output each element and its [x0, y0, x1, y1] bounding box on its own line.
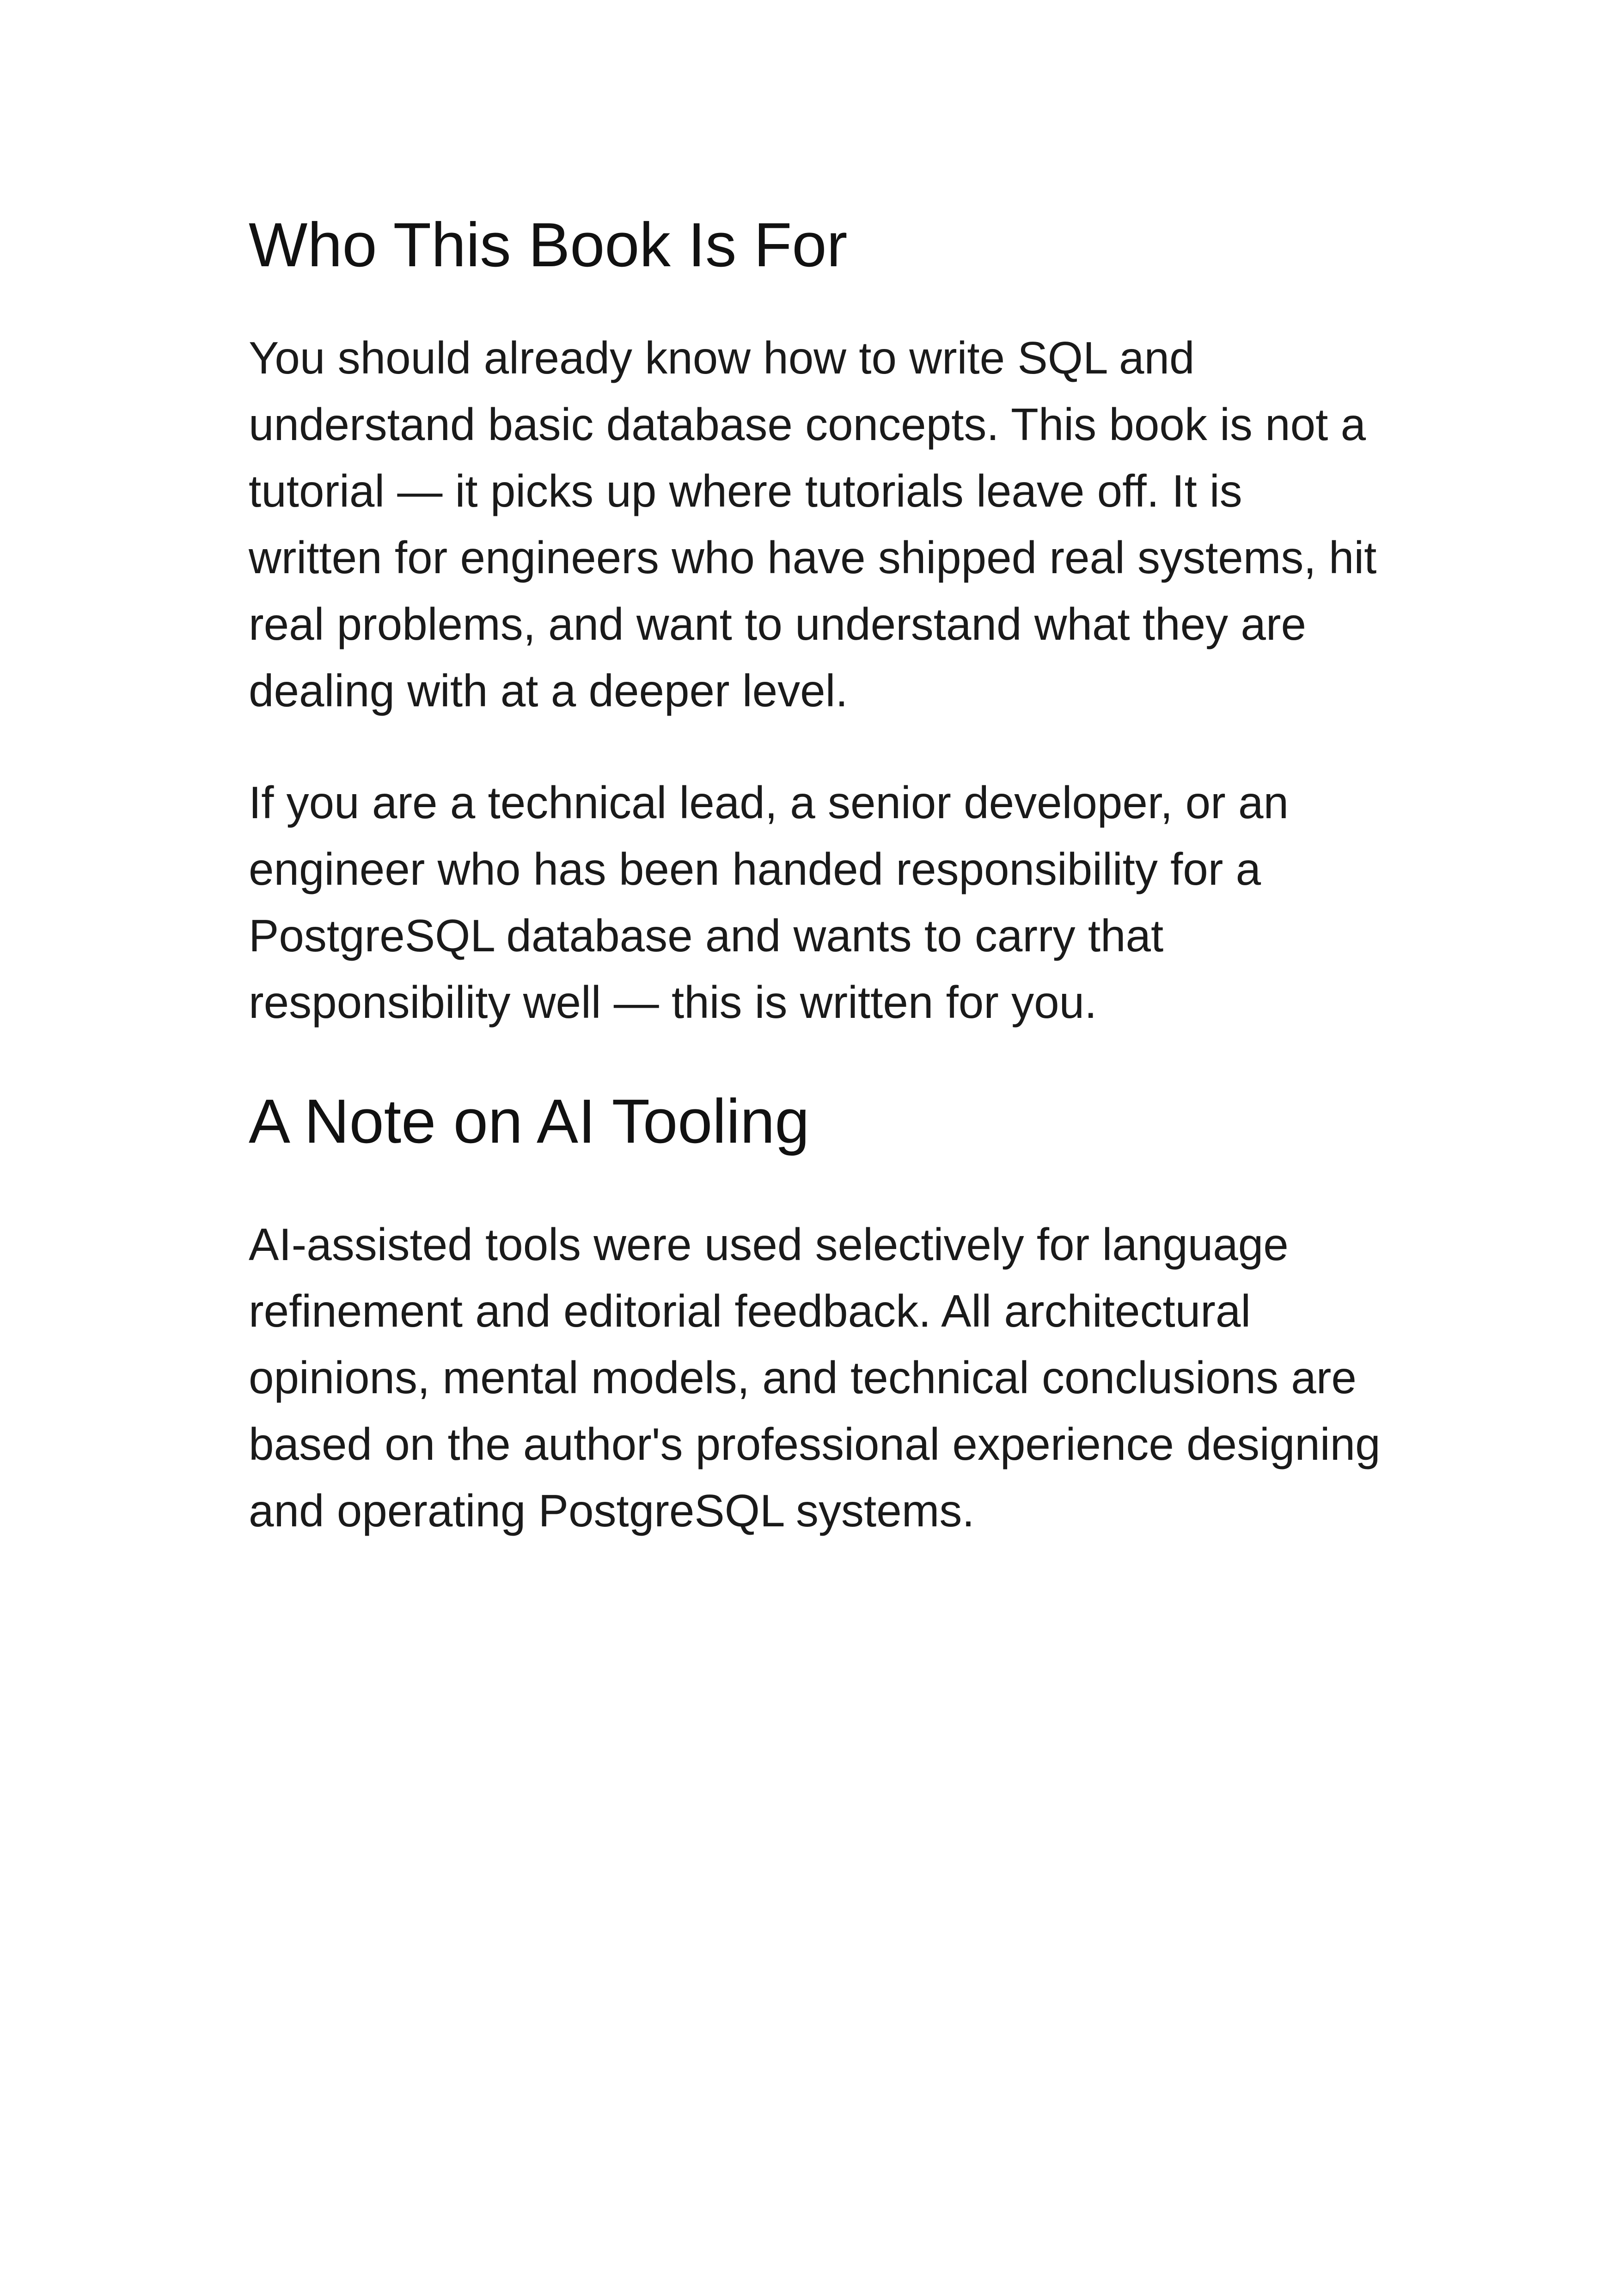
text-line: opinions, mental models, and technical conclusions are: [249, 1352, 1357, 1403]
text-line: If you are a technical lead, a senior developer, or an: [249, 777, 1289, 828]
paragraph-audience: [249, 769, 1441, 1035]
section-heading-who-this-book-is-for: Who This Book Is For: [249, 210, 848, 280]
text-line: engineer who has been handed responsibility for a: [249, 844, 1261, 894]
section-heading-ai-tooling: A Note on AI Tooling: [249, 1086, 810, 1156]
text-line: refinement and editorial feedback. All architectural: [249, 1286, 1251, 1336]
text-line: real problems, and want to understand what they are: [249, 599, 1307, 649]
text-line: PostgreSQL database and wants to carry that: [249, 910, 1164, 961]
paragraph-prerequisites: [249, 325, 1441, 724]
text-line: AI-assisted tools were used selectively for language: [249, 1219, 1289, 1270]
text-line: You should already know how to write SQL and: [249, 332, 1195, 383]
text-line: and operating PostgreSQL systems.: [249, 1485, 975, 1536]
text-line: tutorial — it picks up where tutorials leave off. It is: [249, 465, 1242, 516]
text-line: understand basic database concepts. This book is not a: [249, 399, 1366, 450]
text-line: dealing with at a deeper level.: [249, 665, 848, 716]
page-content: [249, 203, 1441, 1544]
text-line: responsibility well — this is written for you.: [249, 977, 1097, 1028]
paragraph-ai-tooling: [249, 1211, 1441, 1544]
text-line: based on the author's professional experience designing: [249, 1419, 1381, 1469]
text-line: written for engineers who have shipped real systems, hit: [249, 532, 1377, 583]
